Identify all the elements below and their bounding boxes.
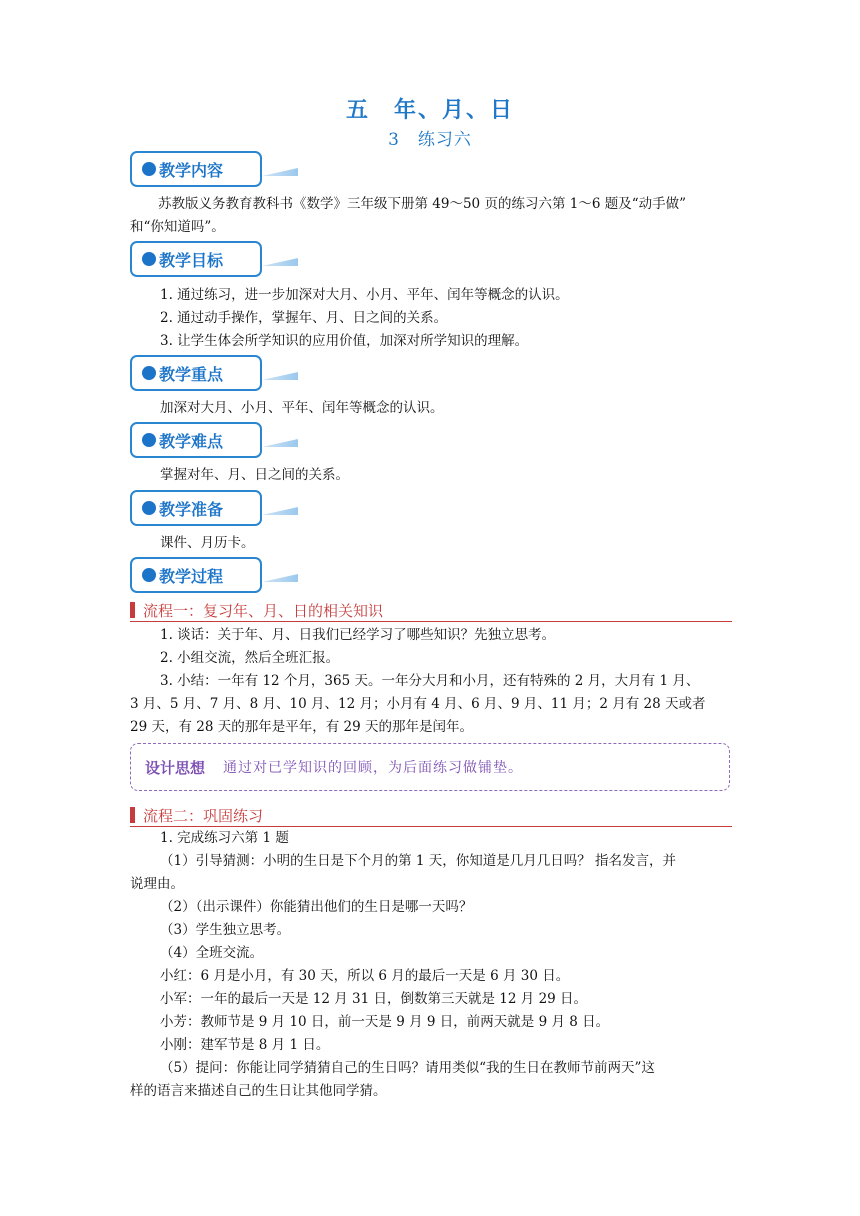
flow-title: 流程一：复习年、月、日的相关知识: [143, 601, 384, 620]
tab-decoration: [262, 168, 298, 176]
text-line: 1. 谈话：关于年、月、日我们已经学习了哪些知识？先独立思考。: [160, 627, 556, 643]
list-item: 3. 让学生体会所学知识的应用价值，加深对所学知识的理解。: [160, 333, 529, 349]
text-line: 苏教版义务教育教科书《数学》三年级下册第 49～50 页的练习六第 1～6 题及“动手做”: [158, 196, 687, 212]
unit-title: 五 年、月、日: [345, 98, 514, 123]
section-label: 教学准备: [159, 499, 224, 519]
bullet-dot-icon: [142, 433, 156, 447]
text-line: 2. 小组交流，然后全班汇报。: [160, 650, 340, 666]
section-label: 教学内容: [159, 160, 224, 180]
section-header-process: [130, 557, 300, 597]
section-header-content: [130, 151, 300, 191]
text-line: 1. 完成练习六第 1 题: [160, 830, 289, 846]
text-line: 小军：一年的最后一天是 12 月 31 日，倒数第三天就是 12 月 29 日。: [160, 991, 588, 1007]
flow-marker: [130, 807, 135, 823]
flow-marker: [130, 602, 135, 618]
list-item: 1. 通过练习，进一步加深对大月、小月、平年、闰年等概念的认识。: [160, 287, 569, 303]
section-header-key: [130, 355, 300, 395]
text-line: （4）全班交流。: [160, 945, 264, 961]
bullet-dot-icon: [142, 252, 156, 266]
text-line: 3. 小结：一年有 12 个月，365 天。一年分大月和小月，还有特殊的 2 月，大月有 1 月、: [160, 673, 700, 689]
text-line: 29 天，有 28 天的那年是平年，有 29 天的那年是闰年。: [130, 719, 473, 735]
section-label: 教学难点: [159, 431, 224, 451]
text-line: 加深对大月、小月、平年、闰年等概念的认识。: [160, 400, 444, 416]
design-thought-box: [130, 743, 730, 791]
text-line: 掌握对年、月、日之间的关系。: [160, 467, 349, 483]
bullet-dot-icon: [142, 366, 156, 380]
section-label: 教学目标: [159, 250, 224, 270]
text-line: （3）学生独立思考。: [160, 922, 291, 938]
design-text: 通过对已学知识的回顾，为后面练习做铺垫。: [223, 760, 524, 776]
bullet-dot-icon: [142, 162, 156, 176]
tab-decoration: [262, 439, 298, 447]
text-line: （2）（出示课件）你能猜出他们的生日是哪一天吗？: [160, 899, 473, 915]
text-line: 小刚：建军节是 8 月 1 日。: [160, 1037, 330, 1053]
difficult-text: [130, 464, 732, 487]
text-line: 小红：6 月是小月，有 30 天，所以 6 月的最后一天是 6 月 30 日。: [160, 968, 570, 984]
section-label: 教学重点: [159, 364, 224, 384]
tab-decoration: [262, 574, 298, 582]
goals-list: [130, 284, 732, 353]
text-line: 小芳：教师节是 9 月 10 日，前一天是 9 月 9 日，前两天就是 9 月 8 日。: [160, 1014, 610, 1030]
text-line: （1）引导猜测：小明的生日是下个月的第 1 天，你知道是几月几日吗？ 指名发言，并: [160, 853, 677, 869]
flow2-heading: [130, 804, 732, 827]
list-item: 2. 通过动手操作，掌握年、月、日之间的关系。: [160, 310, 448, 326]
flow1-body: [130, 624, 732, 739]
section-header-goals: [130, 241, 300, 281]
prep-text: [130, 532, 732, 555]
lesson-subtitle: 3 练习六: [388, 130, 472, 150]
tab-decoration: [262, 258, 298, 266]
text-line: 课件、月历卡。: [160, 535, 255, 551]
tab-decoration: [262, 372, 298, 380]
key-text: [130, 397, 732, 420]
section-label: 教学过程: [159, 566, 224, 586]
text-line: 样的语言来描述自己的生日让其他同学猜。: [130, 1083, 387, 1099]
section-header-difficult: [130, 422, 300, 462]
flow2-body: [130, 827, 732, 1103]
section-header-prep: [130, 490, 300, 530]
text-line: （5）提问：你能让同学猜猜自己的生日吗？请用类似“我的生日在教师节前两天”这: [160, 1060, 655, 1076]
text-line: 和“你知道吗”。: [130, 219, 225, 235]
text-line: 3 月、5 月、7 月、8 月、10 月、12 月；小月有 4 月、6 月、9 月、11 月；2 月有 28 天或者: [130, 696, 706, 712]
content-text-cont: [130, 216, 732, 239]
bullet-dot-icon: [142, 501, 156, 515]
tab-decoration: [262, 507, 298, 515]
bullet-dot-icon: [142, 568, 156, 582]
flow-title: 流程二：巩固练习: [143, 806, 264, 825]
content-text: [130, 193, 732, 216]
text-line: 说理由。: [130, 876, 184, 892]
design-label: 设计思想: [145, 758, 206, 777]
flow1-heading: [130, 599, 732, 622]
